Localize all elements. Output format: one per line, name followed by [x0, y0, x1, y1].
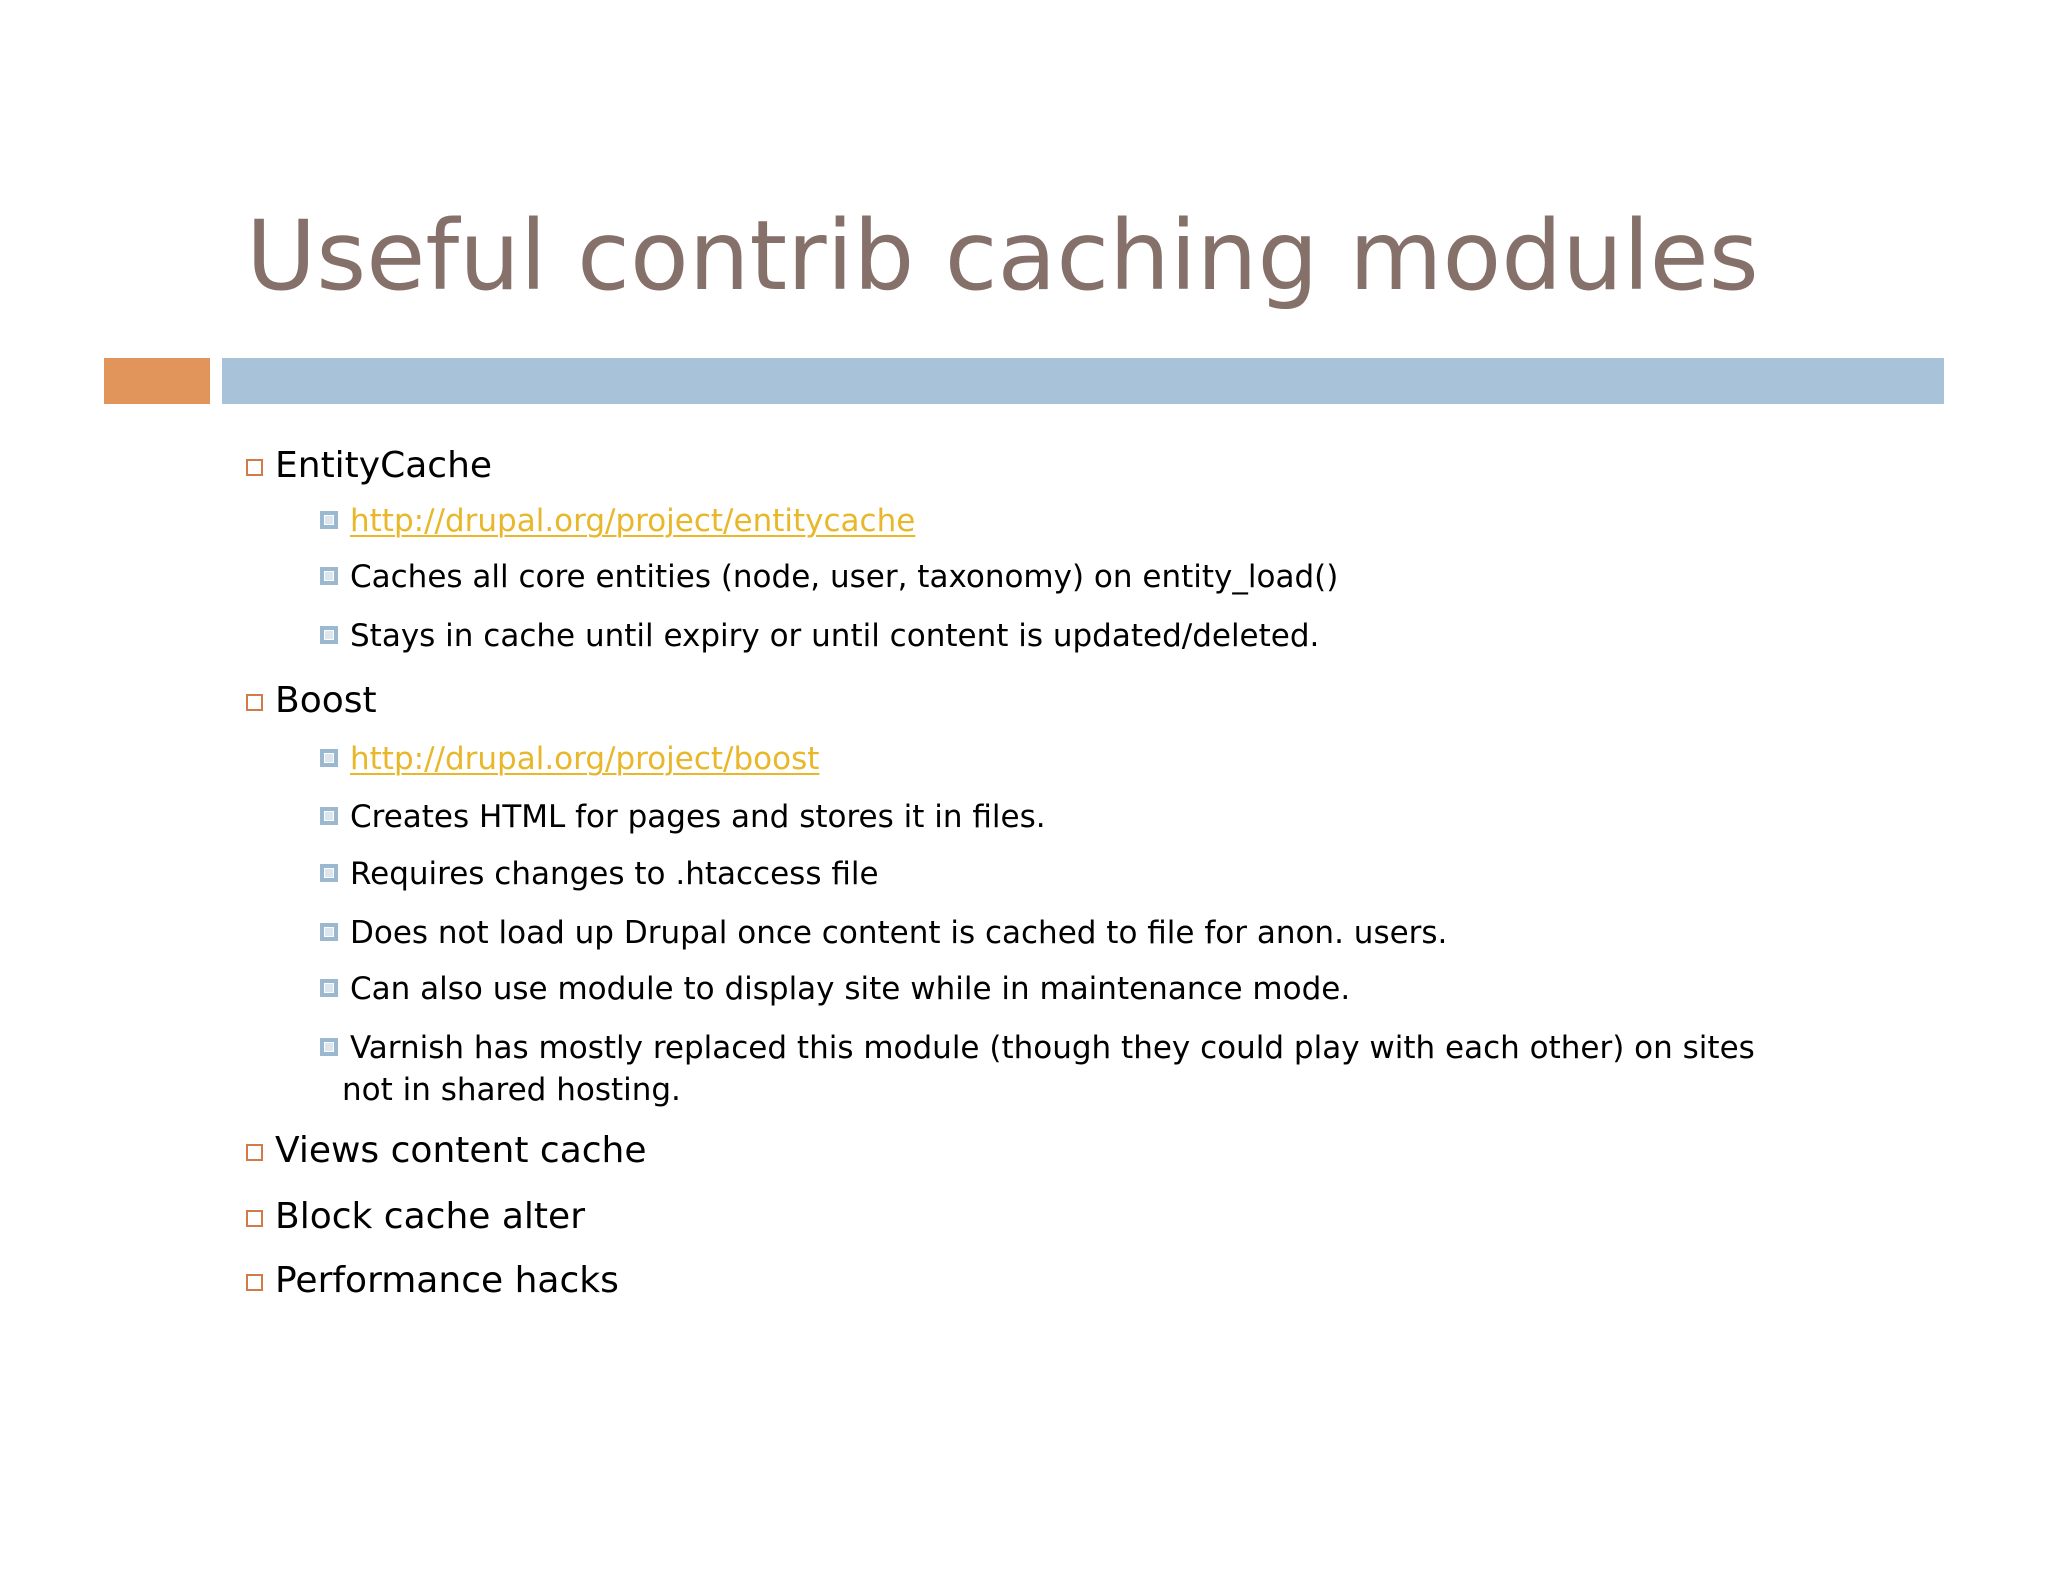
sub-bullet-text: Varnish has mostly replaced this module (though they could play with each other) on sites	[350, 1030, 1755, 1066]
square-subbullet-icon	[320, 979, 338, 997]
square-subbullet-icon	[320, 511, 338, 529]
square-subbullet-icon	[320, 923, 338, 941]
bullet-entitycache	[246, 443, 492, 489]
bullet-label: Views content cache	[275, 1130, 647, 1171]
sub-bullet	[320, 853, 879, 895]
bullet-label: Performance hacks	[275, 1260, 619, 1301]
sub-bullet-varnish	[320, 1027, 1842, 1111]
entitycache-link[interactable]: http://drupal.org/project/entitycache	[350, 503, 916, 539]
square-subbullet-icon	[320, 1038, 338, 1056]
square-subbullet-icon	[320, 807, 338, 825]
square-subbullet-icon	[320, 864, 338, 882]
sub-bullet	[320, 968, 1350, 1010]
sub-bullet	[320, 556, 1338, 598]
sub-bullet	[320, 912, 1447, 954]
bullet-label: EntityCache	[275, 445, 493, 486]
bullet-label: Boost	[275, 680, 377, 721]
bullet-views-content-cache	[246, 1128, 647, 1174]
sub-bullet	[320, 796, 1046, 838]
square-subbullet-icon	[320, 567, 338, 585]
sub-bullet-text: Caches all core entities (node, user, taxonomy) on entity_load()	[350, 559, 1339, 595]
sub-bullet-text: Can also use module to display site while in maintenance mode.	[350, 971, 1351, 1007]
bullet-label: Block cache alter	[275, 1196, 585, 1237]
bullet-block-cache-alter	[246, 1194, 585, 1240]
sub-bullet	[320, 615, 1319, 657]
square-bullet-icon	[246, 1210, 263, 1227]
bullet-boost	[246, 678, 377, 724]
square-bullet-icon	[246, 459, 263, 476]
accent-bar-blue	[222, 358, 1944, 404]
slide-title: Useful contrib caching modules	[246, 200, 1759, 312]
square-bullet-icon	[246, 1144, 263, 1161]
square-subbullet-icon	[320, 749, 338, 767]
square-subbullet-icon	[320, 626, 338, 644]
sub-bullet-text: Does not load up Drupal once content is cached to file for anon. users.	[350, 915, 1448, 951]
square-bullet-icon	[246, 694, 263, 711]
square-bullet-icon	[246, 1274, 263, 1291]
sub-bullet-boost-link[interactable]	[320, 738, 819, 780]
sub-bullet-text-continued: not in shared hosting.	[342, 1072, 681, 1108]
accent-bar-orange	[104, 358, 210, 404]
bullet-performance-hacks	[246, 1258, 619, 1304]
sub-bullet-text: Creates HTML for pages and stores it in files.	[350, 799, 1046, 835]
sub-bullet-text: Stays in cache until expiry or until content is updated/deleted.	[350, 618, 1320, 654]
sub-bullet-entitycache-link[interactable]	[320, 500, 915, 542]
boost-link[interactable]: http://drupal.org/project/boost	[350, 741, 820, 777]
sub-bullet-text: Requires changes to .htaccess file	[350, 856, 879, 892]
